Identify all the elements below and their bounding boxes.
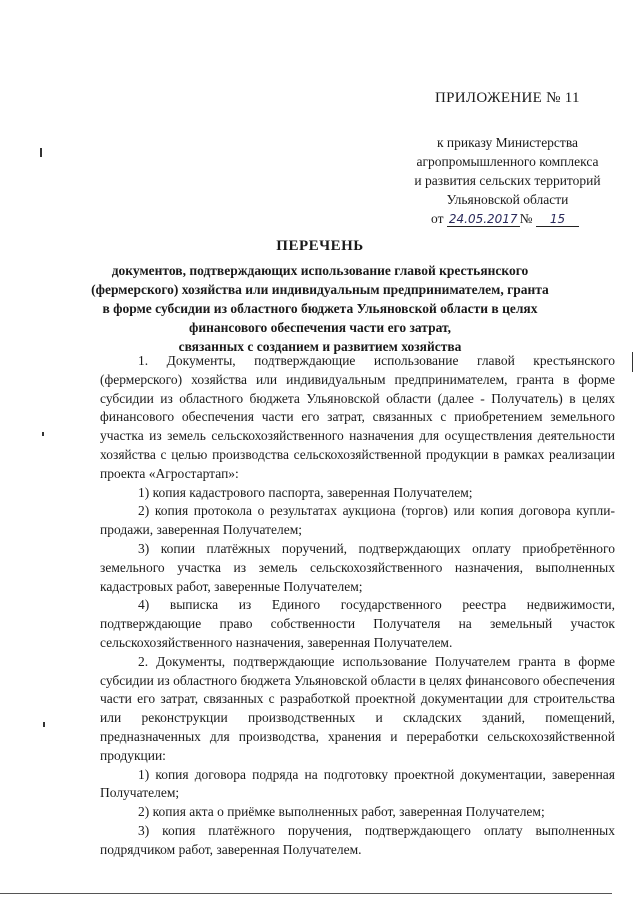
date-prefix: от <box>431 211 444 226</box>
order-date-number <box>395 209 620 229</box>
appendix-header <box>395 90 620 229</box>
number-prefix: № <box>519 211 533 226</box>
list-item-2-1: 1) копия договора подряда на подготовку проектной документации, заверенная Получателем; <box>100 766 615 801</box>
list-item-1-4: 4) выписка из Единого государственного реестра недвижимости, подтверждающие право собственности Получателя на земельный участок сельскохозяйственного назначения, заверенная Получателем. <box>100 597 615 650</box>
handwritten-date: 24.05.2017 <box>448 212 518 226</box>
appendix-title: ПРИЛОЖЕНИЕ № 11 <box>435 90 580 106</box>
subtitle-line-3: в форме субсидии из областного бюджета Ульяновской области в целях <box>102 301 538 316</box>
header-line-3: и развития сельских территорий <box>414 173 601 188</box>
scan-mark <box>40 148 42 157</box>
list-item-2-2: 2) копия акта о приёмке выполненных работ, заверенная Получателем; <box>138 804 545 820</box>
section-1-paragraph: 1. Документы, подтверждающие использование главой крестьянского (фермерского) хозяйства или индивидуальным предпринимателем, гранта в форме субсидии из областного бюджета Ульяновской области (далее - Получатель) в целях финансового обеспечения части его затрат, связанных с приобретением земельного участка из земель сельскохозяйственного назначения для осуществления деятельности хозяйства с целью производства сельскохозяйственной продукции в рамках реализации проекта «Агростартап»: <box>100 353 615 481</box>
scan-mark <box>632 352 633 372</box>
list-item-2-3: 3) копия платёжного поручения, подтверждающего оплату выполненных подрядчиком работ, заверенная Получателем. <box>100 822 615 857</box>
subtitle-line-2: (фермерского) хозяйства или индивидуальным предпринимателем, гранта <box>91 282 549 297</box>
section-2-paragraph: 2. Документы, подтверждающие использование Получателем гранта в форме субсидии из областного бюджета Ульяновской области в целях финансового обеспечения части его затрат, связанных с разработкой проектной документации для строительства или реконструкции производственных и складских зданий, помещений, предназначенных для производства, хранения и переработки сельскохозяйственной продукции: <box>100 653 615 763</box>
handwritten-number: 15 <box>536 212 579 227</box>
document-title-block <box>90 238 550 356</box>
subtitle-line-4: финансового обеспечения части его затрат, <box>188 320 452 335</box>
header-line-2: агропромышленного комплекса <box>416 154 599 169</box>
header-line-4: Ульяновской области <box>446 192 569 207</box>
list-item-1-1: 1) копия кадастрового паспорта, заверенная Получателем; <box>138 484 473 500</box>
scan-mark <box>43 722 45 727</box>
page-bottom-rule <box>0 893 612 894</box>
header-line-1: к приказу Министерства <box>436 135 579 150</box>
list-item-1-3: 3) копии платёжных поручений, подтверждающих оплату приобретённого земельного участка из земель сельскохозяйственного назначения, выполненных кадастровых работ, заверенные Получателем; <box>100 540 615 594</box>
list-item-1-2: 2) копия протокола о результатах аукциона (торгов) или копия договора купли-продажи, заверенная Получателем; <box>100 503 615 538</box>
document-heading: ПЕРЕЧЕНЬ <box>276 238 364 254</box>
document-body <box>100 352 615 860</box>
subtitle-line-5: связанных с созданием и развитием хозяйства <box>178 339 462 354</box>
subtitle-line-1: документов, подтверждающих использование главой крестьянского <box>111 263 529 278</box>
scan-mark <box>42 432 44 436</box>
